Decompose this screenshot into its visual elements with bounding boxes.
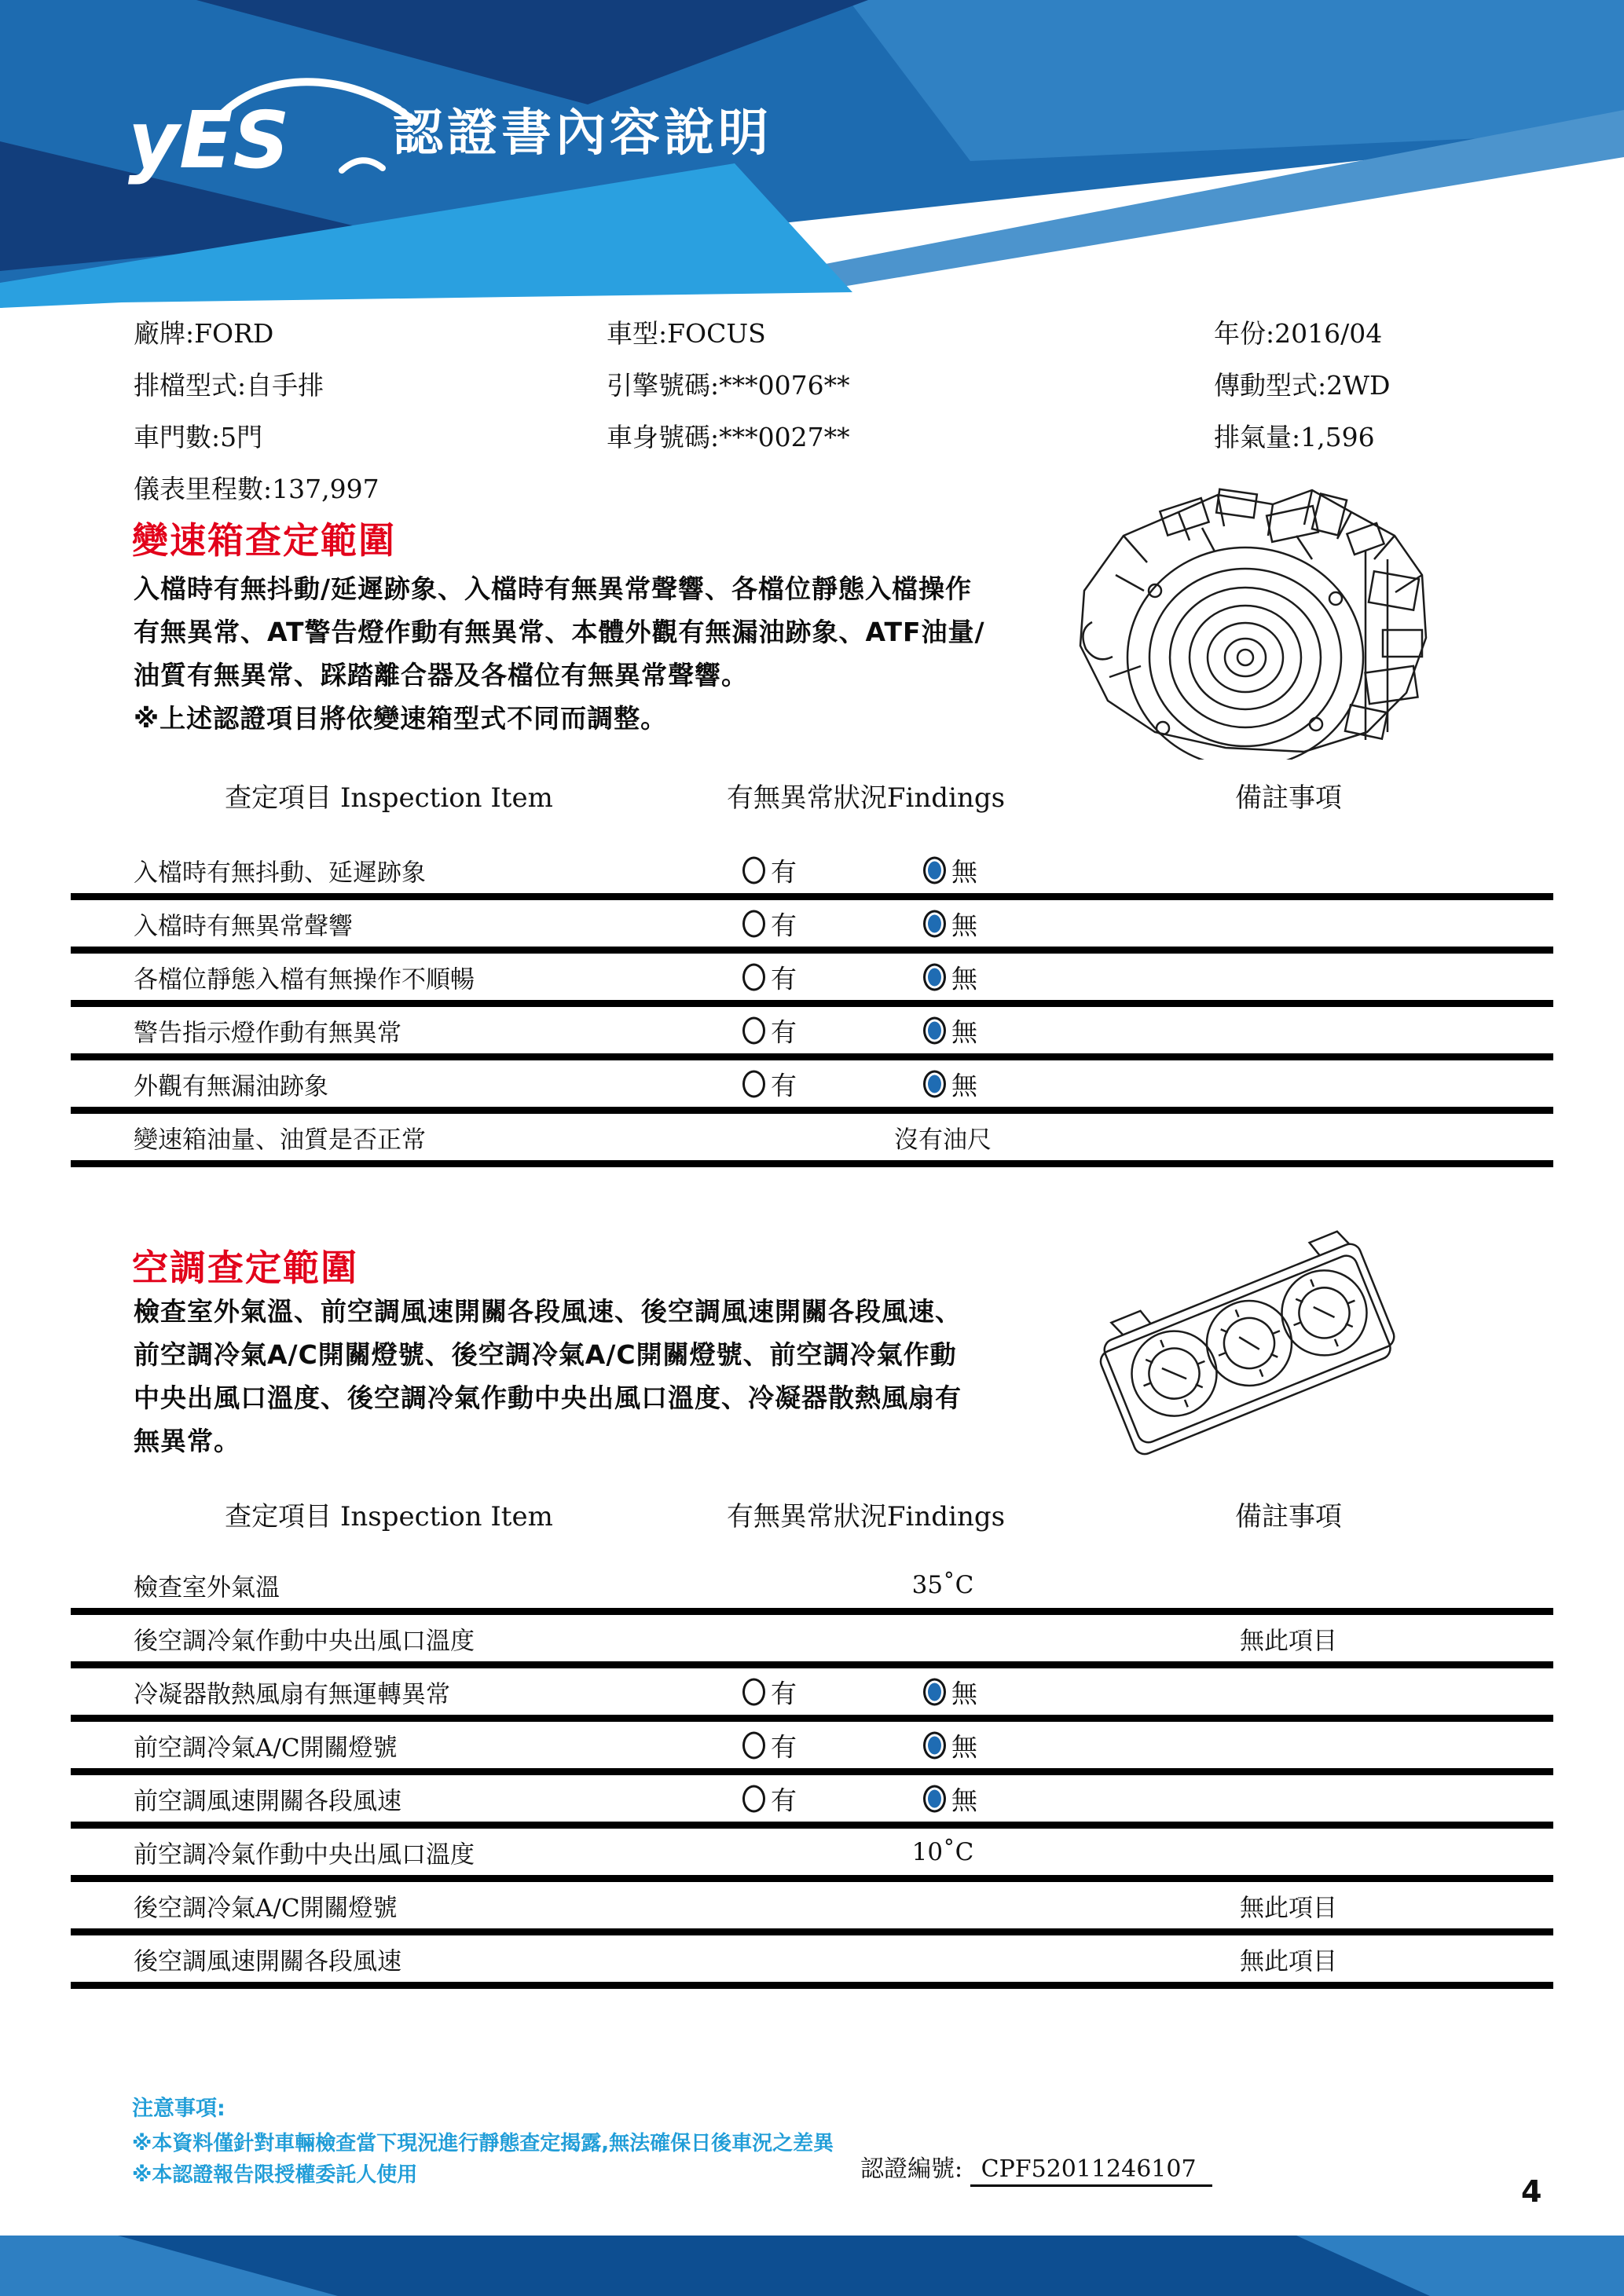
transmission-line-drawing [1037, 481, 1438, 760]
radio-selected-icon [923, 963, 946, 991]
remark-value: 無此項目 [1240, 1894, 1337, 1922]
radio-selected-icon [923, 1731, 946, 1759]
radio-option-yes[interactable]: 有 [742, 851, 797, 888]
info-gearbox-type: 排檔型式:自手排 [134, 370, 324, 401]
table-row: 警告指示燈作動有無異常 有 無 [71, 1007, 1553, 1060]
radio-option-no[interactable]: 無 [923, 905, 977, 942]
radio-selected-icon [923, 1678, 946, 1705]
info-drive-type: 傳動型式:2WD [1214, 370, 1391, 401]
radio-unselected-icon [742, 1785, 765, 1812]
notice-block [132, 2091, 834, 2191]
info-mileage: 儀表里程數:137,997 [134, 474, 379, 504]
certificate-number-value: CPF52011246107 [970, 2155, 1212, 2187]
radio-selected-icon [923, 1016, 946, 1044]
page-title: 認證書內容說明 [393, 104, 772, 163]
radio-selected-icon [923, 910, 946, 937]
table-row: 前空調冷氣作動中央出風口溫度 10˚C [71, 1829, 1553, 1882]
radio-unselected-icon [742, 856, 765, 884]
radio-option-no[interactable]: 無 [923, 1673, 977, 1710]
table-row: 後空調冷氣A/C開關燈號 無此項目 [71, 1882, 1553, 1935]
radio-selected-icon [923, 1070, 946, 1097]
info-engine-no: 引擎號碼:***0076** [607, 370, 850, 401]
transmission-table-header: 查定項目 Inspection Item 有無異常狀況Findings 備註事項 [225, 782, 1342, 814]
yes-logo-icon [106, 67, 436, 200]
radio-option-yes[interactable]: 有 [742, 1065, 797, 1102]
certificate-number [860, 2149, 1212, 2184]
radio-unselected-icon [742, 910, 765, 937]
table-row: 前空調冷氣A/C開關燈號 有 無 [71, 1722, 1553, 1775]
radio-unselected-icon [742, 1070, 765, 1097]
radio-option-no[interactable]: 無 [923, 1727, 977, 1763]
remark-value: 無此項目 [1240, 1627, 1337, 1655]
finding-value: 沒有油尺 [894, 1126, 992, 1154]
ac-table [71, 1562, 1553, 1989]
ac-table-header: 查定項目 Inspection Item 有無異常狀況Findings 備註事項 [225, 1501, 1342, 1532]
remark-value: 無此項目 [1240, 1947, 1337, 1976]
radio-unselected-icon [742, 1016, 765, 1044]
radio-unselected-icon [742, 1678, 765, 1705]
radio-option-yes[interactable]: 有 [742, 905, 797, 942]
info-brand: 廠牌:FORD [134, 318, 274, 349]
certificate-number-label: 認證編號: [860, 2155, 963, 2183]
radio-option-no[interactable]: 無 [923, 1012, 977, 1049]
radio-option-no[interactable]: 無 [923, 851, 977, 888]
transmission-section-title: 變速箱查定範圍 [132, 519, 396, 562]
footer-band [0, 2236, 1624, 2296]
radio-option-yes[interactable]: 有 [742, 1673, 797, 1710]
table-row: 前空調風速開關各段風速 有 無 [71, 1775, 1553, 1829]
finding-value: 10˚C [911, 1837, 974, 1866]
ac-control-panel-drawing [1088, 1216, 1410, 1471]
logo-text: yES [128, 94, 290, 186]
notice-line: ※本資料僅針對車輛檢查當下現況進行靜態查定揭露,無法確保日後車況之差異 [132, 2132, 834, 2155]
table-row: 外觀有無漏油跡象 有 無 [71, 1060, 1553, 1114]
radio-option-yes[interactable]: 有 [742, 1012, 797, 1049]
radio-option-no[interactable]: 無 [923, 1065, 977, 1102]
notice-title: 注意事項: [132, 2096, 225, 2121]
radio-unselected-icon [742, 963, 765, 991]
ac-section-title: 空調查定範圍 [132, 1247, 358, 1289]
radio-option-yes[interactable]: 有 [742, 1727, 797, 1763]
ac-section-description: 檢查室外氣溫、前空調風速開關各段風速、後空調風速開關各段風速、 前空調冷氣A/C開關燈號、後空調冷氣A/C開關燈號、前空調冷氣作動 中央出風口溫度、後空調冷氣作動中央出風口溫度、冷凝器散熱風扇有 無異常。 [134, 1296, 962, 1456]
table-row: 入檔時有無異常聲響 有 無 [71, 900, 1553, 954]
notice-line: ※本認證報告限授權委託人使用 [132, 2163, 418, 2187]
table-row: 各檔位靜態入檔有無操作不順暢 有 無 [71, 954, 1553, 1007]
info-displacement: 排氣量:1,596 [1214, 422, 1375, 452]
radio-unselected-icon [742, 1731, 765, 1759]
info-doors: 車門數:5門 [134, 422, 263, 452]
table-row: 冷凝器散熱風扇有無運轉異常 有 無 [71, 1668, 1553, 1722]
table-row: 檢查室外氣溫 35˚C [71, 1562, 1553, 1615]
radio-option-no[interactable]: 無 [923, 1780, 977, 1817]
vehicle-info-column-1 [134, 308, 379, 515]
radio-option-yes[interactable]: 有 [742, 1780, 797, 1817]
transmission-section-description: 入檔時有無抖動/延遲跡象、入檔時有無異常聲響、各檔位靜態入檔操作 有無異常、AT警告燈作動有無異常、本體外觀有無漏油跡象、ATF油量/ 油質有無異常、踩踏離合器及各檔位有無異常聲響。 ※上述認證項目將依變速箱型式不同而調整。 [134, 573, 985, 734]
info-year: 年份:2016/04 [1214, 318, 1383, 349]
page-number: 4 [1521, 2174, 1542, 2209]
table-row: 變速箱油量、油質是否正常 沒有油尺 [71, 1114, 1553, 1167]
vehicle-info-column-3 [1214, 308, 1391, 463]
radio-option-yes[interactable]: 有 [742, 958, 797, 995]
radio-selected-icon [923, 856, 946, 884]
radio-option-no[interactable]: 無 [923, 958, 977, 995]
table-row: 後空調風速開關各段風速 無此項目 [71, 1935, 1553, 1989]
finding-value: 35˚C [911, 1570, 974, 1599]
info-vin: 車身號碼:***0027** [607, 422, 850, 452]
vehicle-info-column-2 [607, 308, 850, 463]
radio-selected-icon [923, 1785, 946, 1812]
info-model: 車型:FOCUS [607, 318, 766, 349]
table-row: 後空調冷氣作動中央出風口溫度 無此項目 [71, 1615, 1553, 1668]
table-row: 入檔時有無抖動、延遲跡象 有 無 [71, 847, 1553, 900]
transmission-table [71, 847, 1553, 1167]
